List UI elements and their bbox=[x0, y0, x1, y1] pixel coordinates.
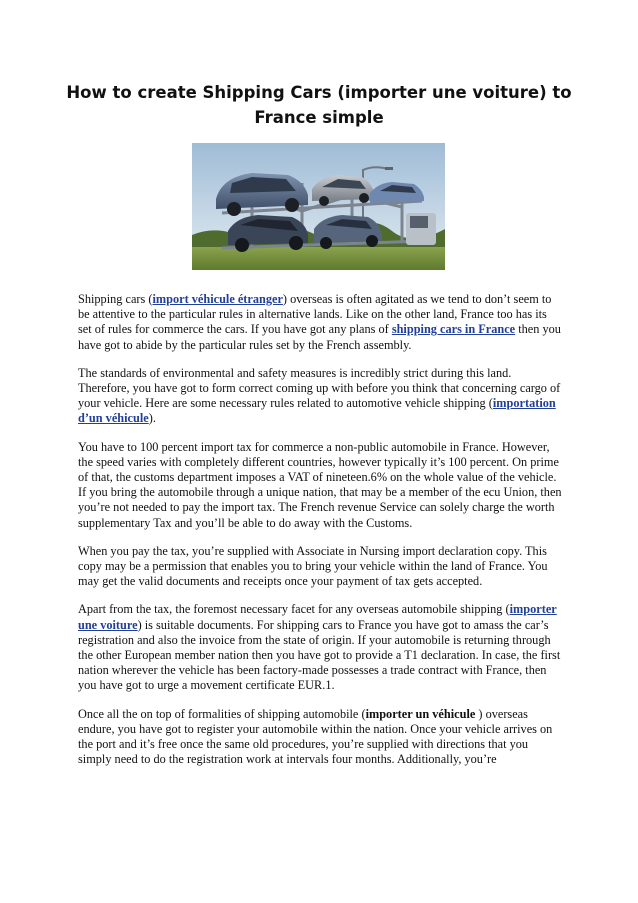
paragraph-5 bbox=[78, 602, 563, 693]
link-importation-dun-vehicule[interactable]: importation d’un véhicule bbox=[78, 396, 556, 426]
text: ). bbox=[148, 411, 156, 426]
text: Shipping cars ( bbox=[78, 292, 153, 306]
text: ) overseas is often agitated as we tend to don’t seem to be attentive to the particular rules in alternative lands. Like on the other land, France too has its set of rules for commerce the cars. If you have got any plans of bbox=[78, 292, 552, 337]
page-title: How to create Shipping Cars (importer une voiture) to France simple bbox=[66, 83, 572, 127]
text: Apart from the tax, the foremost necessary facet for any overseas automobile shipping ( bbox=[78, 602, 510, 617]
article-body bbox=[78, 292, 563, 780]
text: ) is suitable documents. For shipping cars to France you have got to amass the car’s registration and also the invoice from the state of origin. If your automobile is returning through the other European member nation then you have got to provide a T1 declaration. In case, the first nation wherever the vehicle has been factory-made possesses a trade contract with France, then you have got to urge a movement certificate EUR.1. bbox=[78, 617, 561, 693]
car-carrier-illustration bbox=[192, 143, 445, 270]
paragraph-2 bbox=[78, 366, 563, 427]
text: ) overseas endure, you have got to register your automobile within the nation. Once your vehicle arrives on the port and it’s free once the same old procedures, you’re supplied with directions that you simply need to do the registration work at intervals four months. Additionally, you’re bbox=[78, 706, 553, 767]
paragraph-3: You have to 100 percent import tax for commerce a non-public automobile in France. However, the speed varies with completely different countries, however typically it’s 100 percent. On prime of that, the customs department imposes a VAT of nineteen.6% on the whole value of the vehicle. If you bring the automobile through a unique nation, that may be a member of the ecu Union, then you’re not needed to pay the import tax. The French revenue Service can solely charge the worth supplementary Tax and you’ll be able to do away with the Customs. bbox=[78, 439, 562, 530]
bold-importer-un-vehicule: importer un véhicule bbox=[365, 706, 476, 721]
paragraph-1 bbox=[78, 292, 563, 353]
link-importer-une-voiture[interactable]: importer une voiture bbox=[78, 602, 557, 632]
text: The standards of environmental and safety measures is incredibly strict during this land. Therefore, you have got to form correct coming up with before you think that concerning cargo of your vehicle. Here are some necessary rules related to automotive vehicle shipping ( bbox=[78, 365, 561, 411]
car-carrier-truck-photo bbox=[192, 143, 445, 270]
paragraph-4: When you pay the tax, you’re supplied with Associate in Nursing import declaration copy. This copy may be a permission that enables you to bring your vehicle within the land of France. You may get the valid documents and receipts once your payment of tax gets accepted. bbox=[78, 543, 548, 589]
link-shipping-cars-in-france[interactable]: shipping cars in France bbox=[391, 322, 516, 337]
text: then you have got to abide by the particular rules set by the French assembly. bbox=[78, 322, 561, 352]
link-import-vehicule-etranger[interactable]: import véhicule étranger bbox=[152, 292, 283, 306]
paragraph-6 bbox=[78, 707, 563, 768]
text: Once all the on top of formalities of shipping automobile ( bbox=[78, 706, 366, 721]
